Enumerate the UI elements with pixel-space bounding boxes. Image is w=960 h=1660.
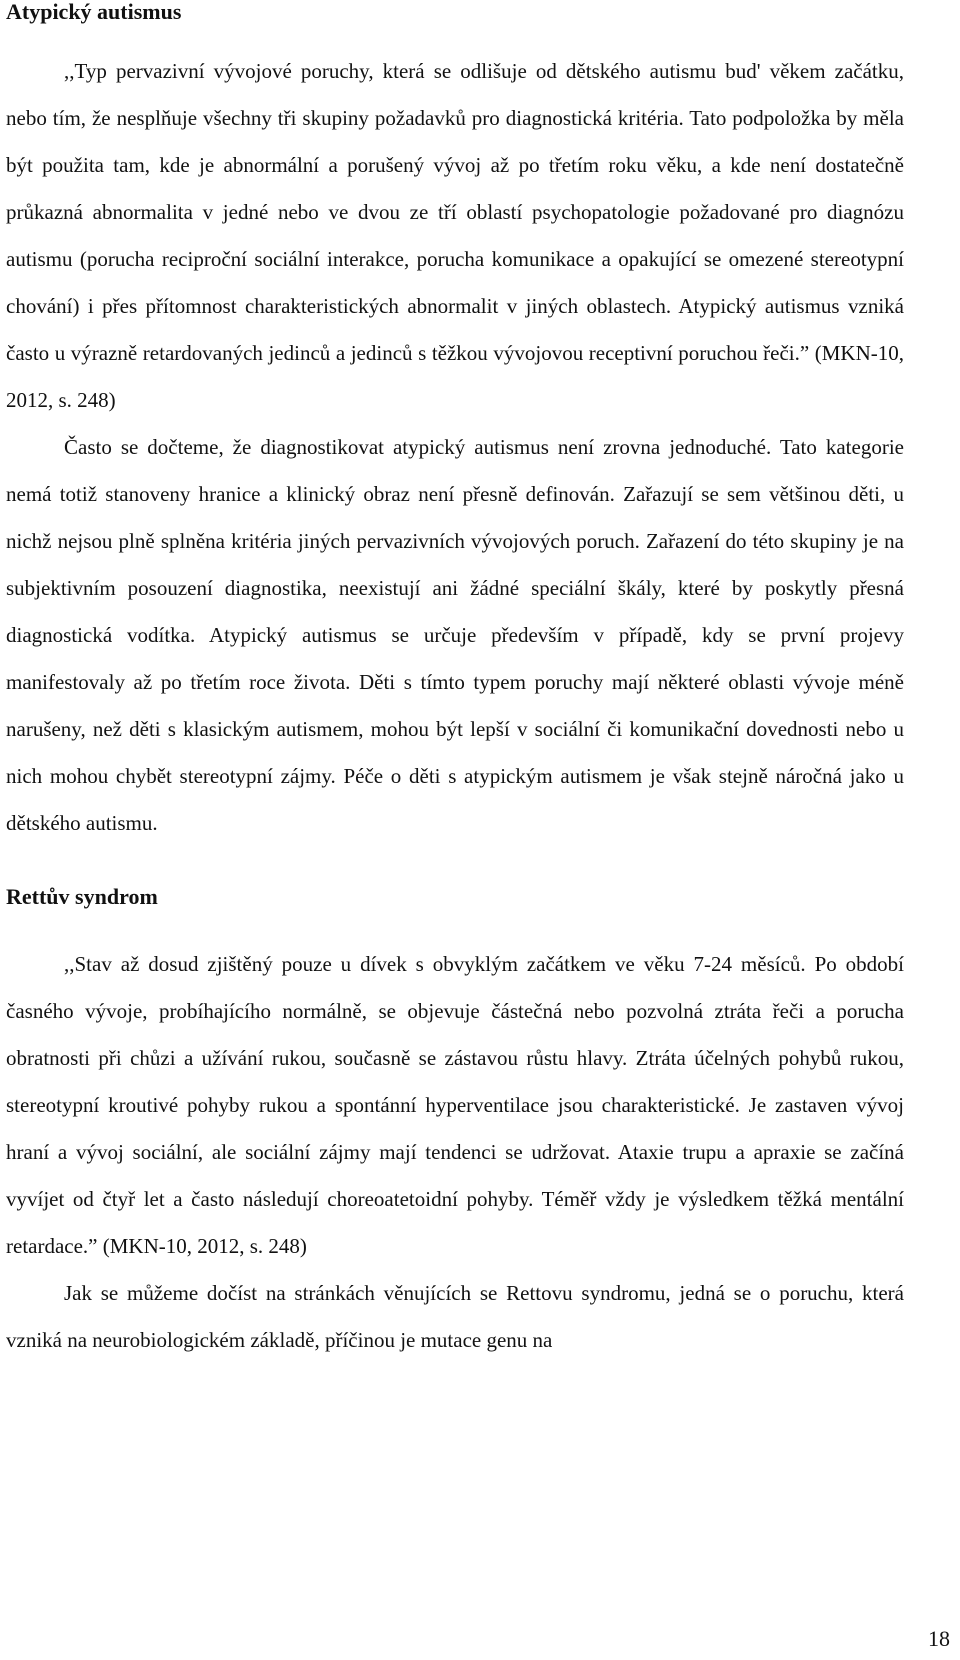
section-heading: Atypický autismus — [6, 0, 182, 24]
page-number: 18 — [928, 1626, 950, 1651]
body-paragraph: Často se dočteme, že diagnostikovat atypický autismus není zrovna jednoduché. Tato kategorie nemá totiž stanoveny hranice a klinický obraz není přesně definován. Zařazují se sem většinou děti, u nichž nejsou plně splněna kritéria jiných pervazivních vývojových poruch. Zařazení do této skupiny je na subjektivním posouzení diagnostika, neexistují ani žádné speciální škály, které by poskytly přesná diagnostická vodítka. Atypický autismus se určuje především v případě, kdy se první projevy manifestovaly až po třetím roce života. Děti s tímto typem poruchy mají některé oblasti vývoje méně narušeny, než děti s klasickým autismem, mohou být lepší v sociální či komunikační dovednosti nebo u nich mohou chybět stereotypní zájmy. Péče o děti s atypickým autismem je však stejně náročná jako u dětského autismu. — [6, 435, 904, 835]
section-rett-syndrome — [6, 873, 904, 1364]
quote-paragraph: ,,Stav až dosud zjištěný pouze u dívek s obvyklým začátkem ve věku 7-24 měsíců. Po období časného vývoje, probíhajícího normálně, se objevuje částečná nebo pozvolná ztráta řeči a porucha obratnosti při chůzi a užívání rukou, současně se zástavou růstu hlavy. Ztráta účelných pohybů rukou, stereotypní kroutivé pohyby rukou a spontánní hyperventilace jsou charakteristické. Je zastaven vývoj hraní a vývoj sociální, ale sociální zájmy mají tendenci se udržovat. Ataxie trupu a apraxie se začíná vyvíjet od čtyř let a často následují choreoatetoidní pohyby. Téměř vždy je výsledkem těžká mentální retardace.” (MKN-10, 2012, s. 248) — [6, 952, 904, 1258]
page-content — [6, 0, 904, 1364]
section-atypical-autism — [6, 0, 904, 847]
section-heading: Rettův syndrom — [6, 884, 158, 909]
body-paragraph: Jak se můžeme dočíst na stránkách věnujících se Rettovu syndromu, jedná se o poruchu, která vzniká na neurobiologickém základě, příčinou je mutace genu na — [6, 1281, 904, 1352]
quote-paragraph: ,,Typ pervazivní vývojové poruchy, která se odlišuje od dětského autismu bud' věkem začátku, nebo tím, že nesplňuje všechny tři skupiny požadavků pro diagnostická kritéria. Tato podpoložka by měla být použita tam, kde je abnormální a porušený vývoj až po třetím roku věku, a kde není dostatečně průkazná abnormalita v jedné nebo ve dvou ze tří oblastí psychopatologie požadované pro diagnózu autismu (porucha reciproční sociální interakce, porucha komunikace a opakující se omezené stereotypní chování) i přes přítomnost charakteristických abnormalit v jiných oblastech. Atypický autismus vzniká často u výrazně retardovaných jedinců a jedinců s těžkou vývojovou receptivní poruchou řeči.” (MKN-10, 2012, s. 248) — [6, 59, 904, 412]
